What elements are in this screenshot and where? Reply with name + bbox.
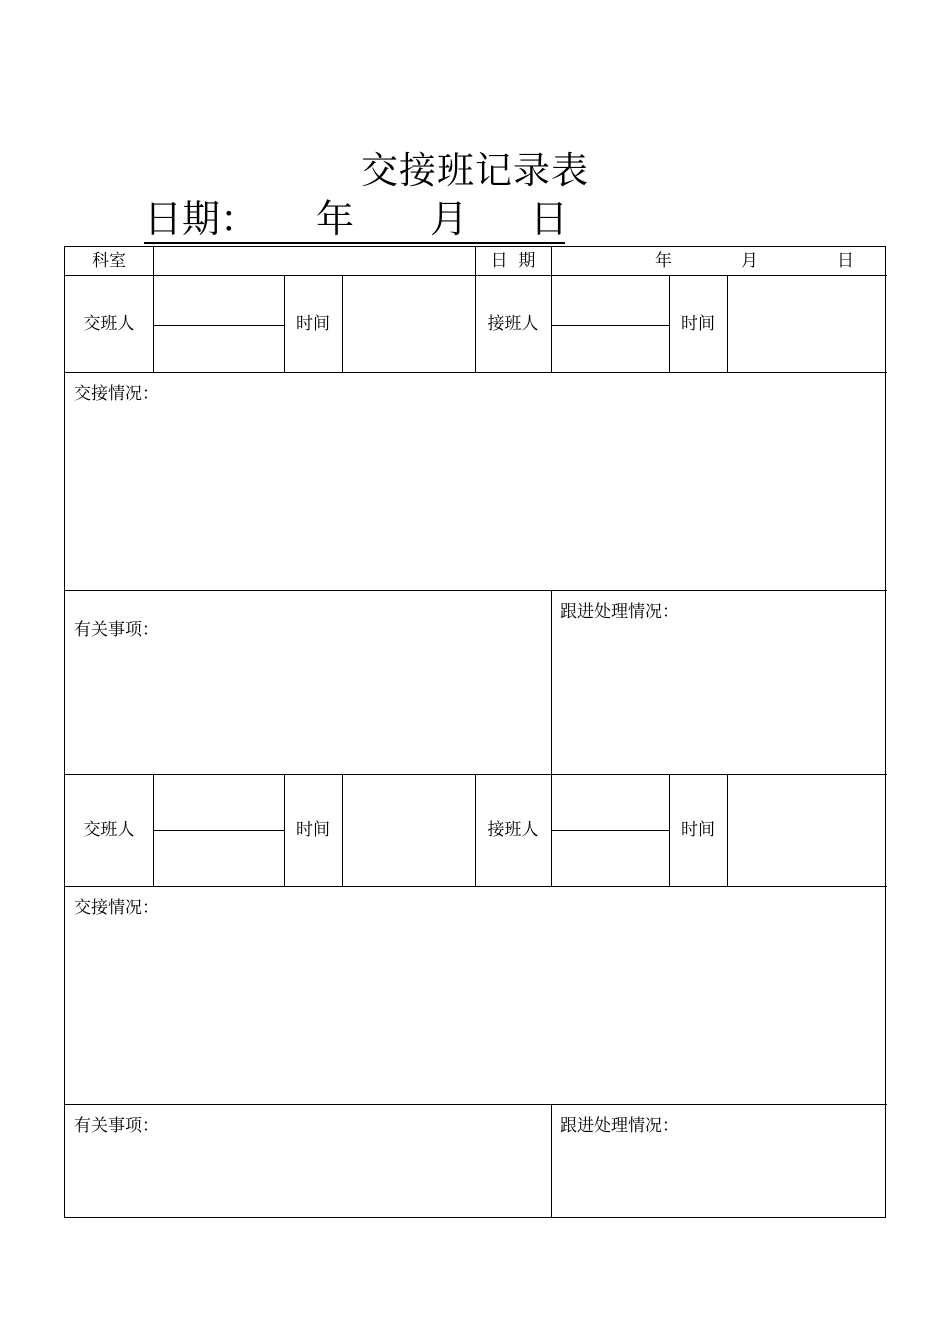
date-field-month: 月 [741, 251, 758, 271]
handover-person-field-2[interactable] [153, 830, 284, 886]
handover-situation-label: 交接情况： [74, 384, 159, 404]
header-date-day: 日 [530, 197, 569, 241]
receiver-time-label: 时间 [681, 313, 715, 334]
handover-time-label: 时间 [296, 820, 330, 840]
page-title: 交接班记录表 [361, 149, 589, 192]
date-field-year: 年 [655, 251, 672, 271]
date-field[interactable] [551, 247, 887, 275]
followup-area[interactable] [551, 1104, 887, 1218]
header-date-month: 月 [430, 197, 469, 241]
handover-situation-area[interactable] [65, 886, 887, 1104]
related-matters-label: 有关事项： [74, 1116, 159, 1136]
department-label: 科室 [92, 251, 126, 271]
receiver-person-label: 接班人 [487, 313, 539, 334]
header-date-line [144, 196, 569, 244]
receiver-time-label: 时间 [681, 820, 715, 840]
followup-area[interactable] [551, 590, 887, 774]
followup-label: 跟进处理情况： [560, 602, 679, 622]
handover-situation-label: 交接情况： [74, 898, 159, 918]
handover-situation-area[interactable] [65, 372, 887, 590]
receiver-person-field-1[interactable] [551, 275, 669, 325]
related-matters-area[interactable] [65, 1104, 551, 1218]
followup-label: 跟进处理情况： [560, 1116, 679, 1136]
handover-person-label: 交班人 [83, 820, 135, 840]
receiver-time-field[interactable] [727, 275, 887, 372]
handover-person-field-1[interactable] [153, 774, 284, 830]
date-label: 日 期 [490, 251, 536, 271]
related-matters-area[interactable] [65, 590, 551, 774]
handover-time-field[interactable] [342, 774, 475, 886]
date-field-day: 日 [837, 251, 854, 271]
handover-person-label: 交班人 [83, 313, 135, 334]
receiver-person-label: 接班人 [487, 820, 539, 840]
header-date-label: 日期： [144, 197, 259, 241]
handover-person-field-1[interactable] [153, 275, 284, 325]
handover-time-field[interactable] [342, 275, 475, 372]
receiver-time-field[interactable] [727, 774, 887, 886]
header-date-year: 年 [316, 197, 355, 241]
handover-person-field-2[interactable] [153, 325, 284, 372]
handover-time-label: 时间 [296, 313, 330, 334]
receiver-person-field-1[interactable] [551, 774, 669, 830]
receiver-person-field-2[interactable] [551, 325, 669, 372]
department-field[interactable] [153, 247, 475, 275]
handover-form [64, 246, 886, 1218]
related-matters-label: 有关事项： [74, 620, 159, 640]
receiver-person-field-2[interactable] [551, 830, 669, 886]
